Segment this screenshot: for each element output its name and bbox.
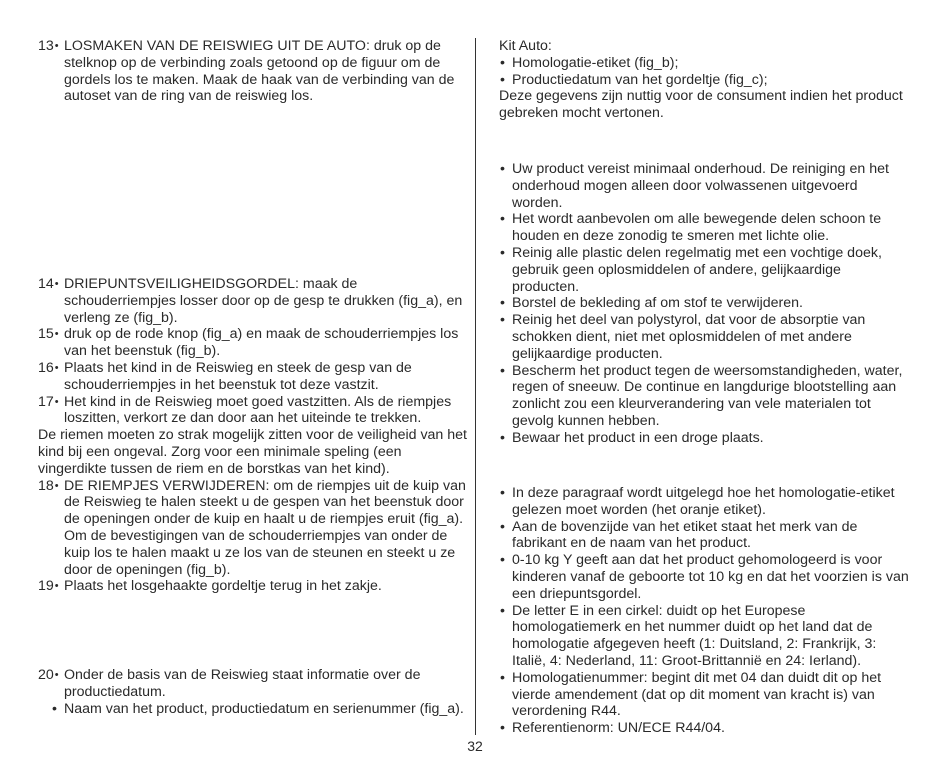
item-text: LOSMAKEN VAN DE REISWIEG UIT DE AUTO: druk op de stelknop op de verbinding zoals getoond op de figuur om de gordels los te maken. Maak de haak van de verbinding van de autoset van de ring van de reiswieg los.	[64, 38, 455, 105]
bullet-text: Reinig het deel van polystyrol, dat voor de absorptie van schokken dient, niet met oplosmiddelen of met andere gelijkaardige producten.	[512, 312, 866, 362]
bullet-dot: •	[500, 244, 505, 261]
bullet-dot: •	[500, 54, 505, 71]
bullet-item	[499, 72, 911, 89]
numbered-item	[38, 38, 468, 105]
item-number: 17•	[38, 393, 59, 410]
bullet-item	[499, 363, 911, 430]
bullet-text: Aan de bovenzijde van het etiket staat het merk van de fabrikant en de naam van het product.	[512, 518, 858, 552]
item-number: 16•	[38, 359, 59, 376]
bullet-dot: •	[500, 602, 505, 619]
bullet-item	[499, 552, 911, 602]
item-text: Onder de basis van de Reiswieg staat informatie over de productiedatum.	[64, 667, 421, 700]
bullet-text: Referentienorm: UN/ECE R44/04.	[512, 720, 725, 737]
right-kit-auto	[499, 38, 911, 122]
bullet-item	[499, 670, 911, 720]
bullet-dot: •	[500, 518, 505, 535]
bullet-item	[499, 161, 911, 211]
bullet-dot: •	[500, 312, 505, 329]
bullet-text: Reinig alle plastic delen regelmatig met een vochtige doek, gebruik geen oplosmiddelen of andere, gelijkaardige producten.	[512, 244, 882, 295]
bullet-text: Homologatie-etiket (fig_b);	[512, 54, 679, 71]
bullet-dot: •	[500, 362, 505, 379]
bullet-text: Productiedatum van het gordeltje (fig_c);	[512, 71, 768, 88]
bullet-dot: •	[500, 429, 505, 446]
bullet-item	[499, 603, 911, 670]
left-block-20	[38, 667, 468, 717]
item-text: Het kind in de Reiswieg moet goed vastzitten. Als de riempjes loszitten, verkort ze dan door aan het uiteinde te trekken.	[64, 393, 452, 427]
numbered-item	[38, 360, 468, 394]
bullet-dot: •	[500, 669, 505, 686]
item-number: 15•	[38, 326, 59, 343]
bullet-dot: •	[500, 720, 505, 737]
bullet-text: Homologatienummer: begint dit met 04 dan duidt dit op het vierde amendement (dat op dit moment van kracht is) van verordening R44.	[512, 669, 882, 720]
bullet-item	[499, 55, 911, 72]
bullet-dot: •	[500, 552, 505, 569]
item-number: 18•	[38, 477, 59, 494]
kit-heading: Kit Auto:	[499, 38, 552, 54]
bullet-text: Bescherm het product tegen de weersomstandigheden, water, regen of sneeuw. De continue en langdurige blootstelling aan zonlicht zou een kleurverandering van vele materialen tot gevolg kunnen hebben.	[512, 362, 903, 429]
item-text: DRIEPUNTSVEILIGHEIDSGORDEL: maak de schouderriempjes losser door op de gesp te drukken (fig_a), en verleng ze (fig_b).	[64, 276, 463, 326]
numbered-item	[38, 394, 468, 428]
bullet-text: Bewaar het product in een droge plaats.	[512, 429, 764, 446]
bullet-dot: •	[500, 161, 505, 177]
bullet-item	[51, 701, 468, 718]
right-care-section	[499, 161, 911, 447]
item-number: 19•	[38, 578, 59, 595]
bullet-item	[499, 485, 911, 519]
page-number: 32	[467, 738, 483, 754]
left-block-13	[38, 38, 468, 105]
bullet-item	[499, 720, 911, 737]
bullet-item	[499, 245, 911, 295]
item-continuation: De riemen moeten zo strak mogelijk zitten voor de veiligheid van het kind bij een ongeval. Zorg voor een minimale speling (een vingerdikte tussen de riem en de borstkas van het kind).	[38, 427, 467, 477]
item-number: 20•	[38, 667, 59, 683]
bullet-item	[499, 519, 911, 553]
bullet-dot: •	[52, 700, 57, 717]
numbered-item	[38, 578, 468, 595]
bullet-text: Uw product vereist minimaal onderhoud. De reiniging en het onderhoud mogen alleen door volwassenen uitgevoerd worden.	[512, 161, 889, 211]
bullet-dot: •	[500, 485, 505, 501]
bullet-text: 0-10 kg Y geeft aan dat het product gehomologeerd is voor kinderen vanaf de geboorte tot 10 kg en dat het voorzien is van een driepuntsgordel.	[512, 552, 909, 602]
bullet-dot: •	[500, 211, 505, 228]
bullet-text: Het wordt aanbevolen om alle bewegende delen schoon te houden en deze zonodig te smeren met lichte olie.	[512, 211, 882, 245]
bullet-item	[499, 295, 911, 312]
right-homologation-section	[499, 485, 911, 737]
column-divider	[475, 38, 476, 735]
item-text: Plaats het losgehaakte gordeltje terug in het zakje.	[64, 578, 382, 595]
numbered-item	[38, 478, 468, 579]
item-number: 13•	[38, 38, 59, 54]
left-block-14-17	[38, 276, 468, 595]
bullet-text: De letter E in een cirkel: duidt op het Europese homologatiemerk en het nummer duidt op het land dat de homologatie afgegeven heeft (1: Duitsland, 2: Frankrijk, 3: Italië, 4: Nederland, 11: Groot-Brittannië en 24: Ierland).	[512, 602, 877, 669]
bullet-text: Naam van het product, productiedatum en serienummer (fig_a).	[64, 700, 464, 717]
item-text: druk op de rode knop (fig_a) en maak de schouderriempjes los van het beenstuk (fig_b).	[64, 326, 459, 360]
item-text: Plaats het kind in de Reiswieg en steek de gesp van de schouderriempjes in het beenstuk tot deze vastzit.	[64, 359, 412, 393]
bullet-text: In deze paragraaf wordt uitgelegd hoe het homologatie-etiket gelezen moet worden (het oranje etiket).	[512, 485, 895, 518]
numbered-item	[38, 326, 468, 360]
numbered-item	[38, 667, 468, 701]
bullet-item	[499, 312, 911, 362]
numbered-item	[38, 276, 468, 326]
bullet-text: Borstel de bekleding af om stof te verwijderen.	[512, 295, 803, 312]
bullet-item	[499, 430, 911, 447]
item-text: DE RIEMPJES VERWIJDEREN: om de riempjes uit de kuip van de Reiswieg te halen steekt u de gespen van het beenstuk door de openingen onder de kuip en haalt u de riempjes eruit (fig_a). Om de bevestigingen van de schouderriempjes van onder de kuip los te halen maakt u ze los van de steunen en steekt u ze door de openingen (fig_b).	[64, 477, 466, 578]
item-number: 14•	[38, 276, 59, 292]
bullet-item	[499, 211, 911, 245]
kit-note: Deze gegevens zijn nuttig voor de consument indien het product gebreken mocht vertonen.	[499, 88, 903, 122]
bullet-dot: •	[500, 295, 505, 312]
bullet-dot: •	[500, 71, 505, 88]
